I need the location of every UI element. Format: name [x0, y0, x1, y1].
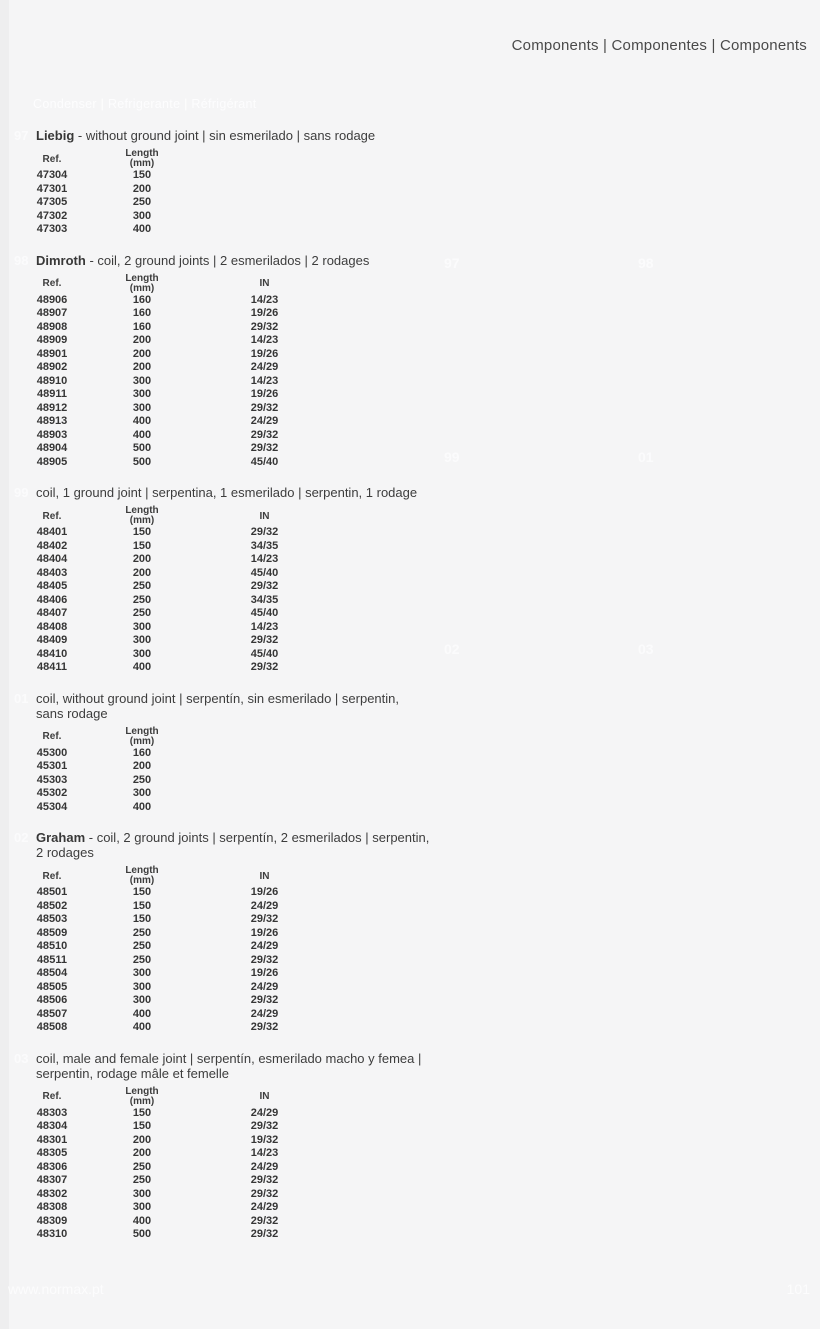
length-cell: 150 — [132, 539, 152, 552]
length-cell: 400 — [132, 1007, 152, 1020]
table-row — [22, 321, 614, 335]
table-row — [22, 994, 614, 1008]
in-cell: 19/26 — [250, 967, 279, 979]
in-cell: 29/32 — [250, 401, 279, 414]
product-section — [14, 1051, 614, 1242]
length-cell: 500 — [132, 455, 152, 468]
table-row — [22, 1188, 614, 1202]
ref-cell: 47301 — [36, 182, 68, 195]
product-section — [14, 691, 614, 815]
in-cell: 14/23 — [250, 293, 279, 306]
length-cell: 160 — [132, 320, 152, 333]
figure-label: 03 — [638, 641, 654, 657]
length-cell: 250 — [132, 196, 152, 208]
length-cell: 250 — [132, 940, 152, 952]
table-row — [22, 661, 614, 675]
length-cell: 250 — [132, 593, 152, 606]
table-row — [22, 1147, 614, 1161]
length-cell: 160 — [132, 746, 152, 759]
column-header-length — [82, 727, 202, 747]
in-cell: 45/40 — [250, 607, 279, 619]
page-left-margin-strip — [0, 0, 9, 1329]
product-table — [22, 1087, 614, 1242]
column-header-length-line2: (mm) — [129, 158, 155, 169]
in-cell: 24/29 — [250, 415, 279, 427]
table-row — [22, 334, 614, 348]
table-row — [22, 1008, 614, 1022]
length-cell: 250 — [132, 773, 152, 786]
length-cell: 300 — [132, 994, 152, 1006]
in-cell: 24/29 — [250, 940, 279, 952]
section-number: 02 — [14, 830, 29, 845]
table-row — [22, 927, 614, 941]
ref-cell: 48913 — [36, 415, 68, 427]
ref-cell: 48909 — [36, 334, 68, 346]
product-section — [14, 128, 614, 237]
length-cell: 150 — [132, 899, 152, 912]
table-row — [22, 429, 614, 443]
table-row — [22, 348, 614, 362]
ref-cell: 45304 — [36, 800, 68, 813]
length-cell: 300 — [132, 967, 152, 979]
table-body — [22, 886, 614, 1035]
table-row — [22, 760, 614, 774]
length-cell: 400 — [132, 428, 152, 441]
table-row — [22, 442, 614, 456]
section-title: Liebig - without ground joint | sin esmerilado | sans rodage — [36, 128, 376, 143]
table-row — [22, 375, 614, 389]
table-body — [22, 1107, 614, 1242]
table-body — [22, 526, 614, 675]
table-row — [22, 774, 614, 788]
product-section — [14, 830, 614, 1035]
length-cell: 150 — [132, 886, 152, 898]
in-cell: 24/29 — [250, 980, 279, 993]
table-row — [22, 210, 614, 224]
in-cell: 24/29 — [250, 361, 279, 373]
length-cell: 250 — [132, 1174, 152, 1186]
in-cell: 29/32 — [250, 913, 279, 925]
table-row — [22, 1174, 614, 1188]
table-row — [22, 801, 614, 815]
in-cell: 29/32 — [250, 526, 279, 538]
in-cell: 19/32 — [250, 1133, 279, 1146]
in-cell: 29/32 — [250, 661, 279, 673]
column-header-in: IN — [259, 870, 270, 882]
table-row — [22, 169, 614, 183]
ref-cell: 48506 — [36, 994, 68, 1006]
ref-cell: 45303 — [36, 773, 68, 786]
ref-cell: 48507 — [36, 1007, 68, 1020]
column-header-length-line2: (mm) — [129, 515, 155, 526]
ref-cell: 48402 — [36, 539, 68, 552]
length-cell: 250 — [132, 580, 152, 592]
length-cell: 300 — [132, 647, 152, 660]
ref-cell: 48304 — [36, 1120, 68, 1132]
in-cell: 14/23 — [250, 374, 279, 387]
ref-cell: 45300 — [36, 746, 68, 759]
table-row — [22, 1228, 614, 1242]
length-cell: 200 — [132, 347, 152, 360]
column-header-in: IN — [259, 1091, 270, 1102]
ref-cell: 48310 — [36, 1228, 68, 1240]
length-cell: 200 — [132, 1147, 152, 1159]
table-row — [22, 787, 614, 801]
table-header — [22, 866, 614, 886]
length-cell: 150 — [132, 913, 152, 925]
table-row — [22, 415, 614, 429]
table-row — [22, 634, 614, 648]
column-header-length — [82, 1087, 202, 1107]
ref-cell: 45302 — [36, 787, 68, 799]
section-title: Graham - coil, 2 ground joints | serpentín, 2 esmerilados | serpentin, 2 rodages — [36, 830, 430, 860]
length-cell: 250 — [132, 926, 152, 939]
ref-cell: 48307 — [36, 1174, 68, 1186]
column-header-length — [82, 274, 202, 294]
length-cell: 400 — [132, 1214, 152, 1227]
column-header-length-line1: Length — [125, 272, 159, 284]
table-row — [22, 594, 614, 608]
length-cell: 150 — [132, 169, 152, 181]
ref-cell: 47302 — [36, 209, 68, 222]
length-cell: 200 — [132, 361, 152, 373]
length-cell: 150 — [132, 526, 152, 538]
table-row — [22, 940, 614, 954]
table-row — [22, 607, 614, 621]
ref-cell: 48404 — [36, 553, 68, 565]
column-header-in: IN — [259, 278, 270, 289]
length-cell: 200 — [132, 1133, 152, 1146]
table-row — [22, 183, 614, 197]
ref-cell: 48301 — [36, 1133, 68, 1146]
column-header-length-line1: Length — [125, 148, 159, 159]
ref-cell: 48405 — [36, 580, 68, 592]
figure-label: 97 — [444, 255, 460, 271]
in-cell: 29/32 — [250, 1174, 279, 1186]
table-row — [22, 402, 614, 416]
in-cell: 29/32 — [250, 994, 279, 1006]
table-row — [22, 1107, 614, 1121]
column-header-in: IN — [259, 510, 270, 522]
column-header-ref: Ref. — [42, 510, 62, 522]
ref-cell: 48410 — [36, 647, 68, 660]
product-section — [14, 253, 614, 470]
ref-cell: 48910 — [36, 374, 68, 387]
table-row — [22, 1201, 614, 1215]
table-row — [22, 981, 614, 995]
length-cell: 200 — [132, 566, 152, 579]
table-row — [22, 886, 614, 900]
length-cell: 400 — [132, 223, 152, 235]
ref-cell: 48912 — [36, 401, 68, 414]
ref-cell: 48306 — [36, 1160, 68, 1173]
section-number: 98 — [14, 252, 29, 268]
table-row — [22, 900, 614, 914]
length-cell: 300 — [132, 1201, 152, 1213]
table-row — [22, 648, 614, 662]
in-cell: 34/35 — [250, 539, 279, 552]
section-title: coil, without ground joint | serpentín, sin esmerilado | serpentin, sans rodage — [36, 690, 400, 721]
column-header-ref: Ref. — [42, 153, 62, 165]
table-row — [22, 294, 614, 308]
ref-cell: 47304 — [36, 169, 68, 181]
length-cell: 160 — [132, 307, 152, 319]
length-cell: 300 — [132, 787, 152, 799]
length-cell: 200 — [132, 182, 152, 195]
in-cell: 29/32 — [250, 428, 279, 441]
length-cell: 150 — [132, 1106, 152, 1119]
table-body — [22, 294, 614, 470]
length-cell: 200 — [132, 760, 152, 772]
product-table — [22, 149, 614, 237]
length-cell: 300 — [132, 1187, 152, 1200]
in-cell: 34/35 — [250, 593, 279, 606]
in-cell: 14/23 — [250, 334, 279, 346]
table-row — [22, 540, 614, 554]
column-header-ref: Ref. — [42, 1091, 62, 1102]
length-cell: 300 — [132, 388, 152, 400]
column-header-length-line2: (mm) — [129, 1095, 155, 1107]
section-title: coil, male and female joint | serpentín, esmerilado macho y femea | serpentin, rodage mâle et femelle — [36, 1050, 422, 1081]
length-cell: 200 — [132, 553, 152, 565]
ref-cell: 48502 — [36, 899, 68, 912]
section-number: 97 — [14, 128, 29, 143]
figure-label: 99 — [444, 449, 460, 465]
ref-cell: 48406 — [36, 593, 68, 606]
product-section — [14, 485, 614, 675]
in-cell: 45/40 — [250, 647, 279, 660]
in-cell: 24/29 — [250, 899, 279, 912]
length-cell: 150 — [132, 1120, 152, 1132]
length-cell: 500 — [132, 1228, 152, 1240]
in-cell: 24/29 — [250, 1201, 279, 1213]
table-row — [22, 1120, 614, 1134]
ref-cell: 48902 — [36, 361, 68, 373]
ref-cell: 48408 — [36, 620, 68, 633]
product-table — [22, 506, 614, 675]
table-row — [22, 1134, 614, 1148]
ref-cell: 48509 — [36, 926, 68, 939]
section-number: 01 — [14, 690, 29, 706]
ref-cell: 48911 — [37, 388, 67, 400]
ref-cell: 48308 — [36, 1201, 68, 1213]
column-header-ref: Ref. — [42, 870, 62, 882]
ref-cell: 48901 — [36, 347, 68, 360]
length-cell: 160 — [132, 293, 152, 306]
ref-cell: 48511 — [37, 953, 67, 966]
table-row — [22, 456, 614, 470]
ref-cell: 48903 — [36, 428, 68, 441]
ref-cell: 48906 — [36, 293, 68, 306]
in-cell: 29/32 — [250, 953, 279, 966]
table-header — [22, 1087, 614, 1107]
column-header-length — [82, 149, 202, 169]
column-header-ref: Ref. — [42, 731, 62, 742]
section-number: 03 — [14, 1050, 29, 1066]
product-table — [22, 727, 614, 815]
in-cell: 14/23 — [250, 1147, 279, 1159]
ref-cell: 48904 — [36, 442, 68, 454]
table-row — [22, 567, 614, 581]
ref-cell: 48504 — [36, 967, 68, 979]
figure-label: 02 — [444, 641, 460, 657]
in-cell: 24/29 — [250, 1160, 279, 1173]
ref-cell: 48501 — [36, 886, 68, 898]
length-cell: 400 — [132, 415, 152, 427]
table-header — [22, 727, 614, 747]
length-cell: 300 — [132, 620, 152, 633]
column-header-length-line1: Length — [125, 725, 159, 737]
in-cell: 19/26 — [250, 347, 279, 360]
table-row — [22, 223, 614, 237]
section-title: coil, 1 ground joint | serpentina, 1 esmerilado | serpentin, 1 rodage — [36, 485, 418, 500]
ref-cell: 48907 — [36, 307, 68, 319]
in-cell: 29/32 — [250, 1120, 279, 1132]
table-header — [22, 506, 614, 526]
table-header — [22, 149, 614, 169]
in-cell: 29/32 — [250, 580, 279, 592]
ref-cell: 48403 — [36, 566, 68, 579]
length-cell: 300 — [132, 634, 152, 646]
footer-website: www.normax.pt — [8, 1281, 104, 1297]
column-header-length — [82, 866, 202, 886]
table-row — [22, 913, 614, 927]
length-cell: 300 — [132, 401, 152, 414]
column-header-length-line2: (mm) — [129, 282, 155, 294]
length-cell: 200 — [132, 334, 152, 346]
table-header — [22, 274, 614, 294]
column-header-length-line2: (mm) — [129, 875, 155, 886]
category-banner: Condenser | Refrigerante | Réfrigérant — [33, 97, 257, 111]
ref-cell: 48508 — [36, 1021, 68, 1033]
in-cell: 19/26 — [250, 307, 279, 319]
in-cell: 45/40 — [250, 455, 279, 468]
table-row — [22, 954, 614, 968]
section-title: Dimroth - coil, 2 ground joints | 2 esmerilados | 2 rodages — [36, 252, 370, 268]
in-cell: 19/26 — [250, 388, 279, 400]
product-table — [22, 274, 614, 470]
table-row — [22, 967, 614, 981]
ref-cell: 48503 — [36, 913, 68, 925]
length-cell: 400 — [132, 1021, 152, 1033]
ref-cell: 48309 — [36, 1214, 68, 1227]
sections-container — [14, 128, 614, 1242]
in-cell: 29/32 — [250, 320, 279, 333]
in-cell: 29/32 — [250, 634, 279, 646]
product-table — [22, 866, 614, 1035]
ref-cell: 48303 — [36, 1106, 68, 1119]
ref-cell: 48302 — [36, 1187, 68, 1200]
in-cell: 29/32 — [250, 442, 279, 454]
ref-cell: 48407 — [36, 607, 68, 619]
table-row — [22, 526, 614, 540]
ref-cell: 48905 — [36, 455, 68, 468]
in-cell: 19/26 — [250, 926, 279, 939]
figure-label: 01 — [638, 449, 654, 465]
length-cell: 400 — [132, 661, 152, 673]
in-cell: 29/32 — [250, 1228, 279, 1240]
ref-cell: 48505 — [36, 980, 68, 993]
length-cell: 300 — [132, 980, 152, 993]
table-row — [22, 196, 614, 210]
table-row — [22, 1215, 614, 1229]
page-content — [14, 97, 614, 1258]
column-header-length — [82, 506, 202, 526]
column-header-length-line2: (mm) — [129, 735, 155, 747]
ref-cell: 45301 — [36, 760, 68, 772]
length-cell: 250 — [132, 1160, 152, 1173]
table-row — [22, 580, 614, 594]
length-cell: 500 — [132, 442, 152, 454]
ref-cell: 48401 — [36, 526, 68, 538]
page-number: 101 — [786, 1281, 810, 1297]
section-number: 99 — [14, 485, 29, 500]
in-cell: 24/29 — [250, 1106, 279, 1119]
table-row — [22, 388, 614, 402]
in-cell: 14/23 — [250, 620, 279, 633]
table-body — [22, 169, 614, 237]
in-cell: 29/32 — [250, 1187, 279, 1200]
ref-cell: 48411 — [37, 661, 67, 673]
table-row — [22, 1021, 614, 1035]
length-cell: 250 — [132, 607, 152, 619]
ref-cell: 48409 — [36, 634, 68, 646]
table-row — [22, 621, 614, 635]
column-header-ref: Ref. — [42, 278, 62, 289]
in-cell: 29/32 — [250, 1021, 279, 1033]
ref-cell: 48305 — [36, 1147, 68, 1159]
in-cell: 29/32 — [250, 1214, 279, 1227]
page-header: Components | Componentes | Components — [511, 37, 807, 54]
length-cell: 300 — [132, 209, 152, 222]
in-cell: 24/29 — [250, 1007, 279, 1020]
column-header-length-line1: Length — [125, 505, 159, 516]
table-row — [22, 553, 614, 567]
table-row — [22, 361, 614, 375]
figure-label: 98 — [638, 255, 654, 271]
table-row — [22, 1161, 614, 1175]
ref-cell: 47305 — [36, 196, 68, 208]
column-header-length-line1: Length — [125, 1085, 159, 1097]
in-cell: 19/26 — [250, 886, 279, 898]
in-cell: 45/40 — [250, 566, 279, 579]
table-row — [22, 307, 614, 321]
ref-cell: 48510 — [36, 940, 68, 952]
ref-cell: 48908 — [36, 320, 68, 333]
table-body — [22, 747, 614, 815]
in-cell: 14/23 — [250, 553, 279, 565]
ref-cell: 47303 — [36, 223, 68, 235]
length-cell: 300 — [132, 374, 152, 387]
length-cell: 400 — [132, 800, 152, 813]
table-row — [22, 747, 614, 761]
length-cell: 250 — [132, 953, 152, 966]
column-header-length-line1: Length — [125, 865, 159, 876]
